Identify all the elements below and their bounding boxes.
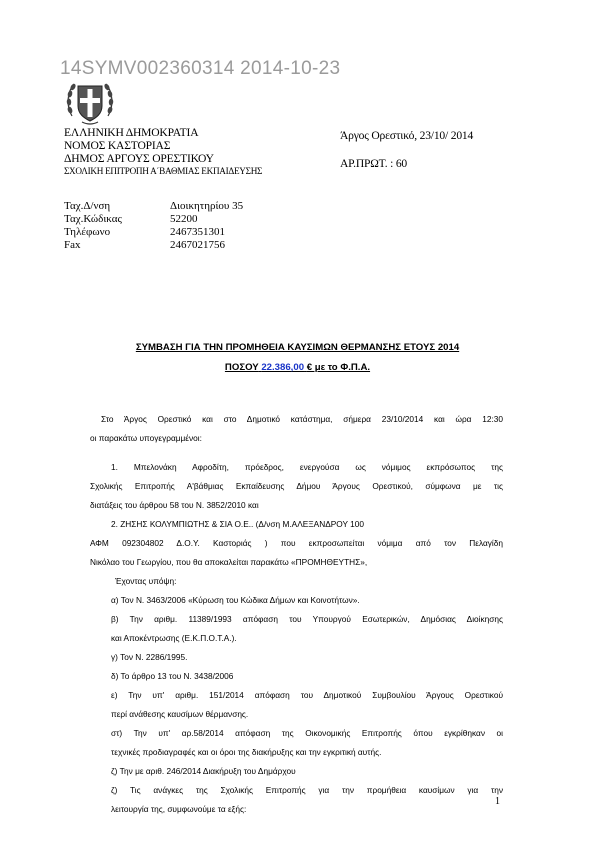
contact-row-phone (64, 226, 243, 239)
body-line: β) Την αριθμ. 11389/1993 απόφαση του Υπουργού Εσωτερικών, Δημόσιας Διοίκησης (111, 614, 503, 624)
place-date: Άργος Ορεστικό, 23/10/ 2014 (340, 129, 474, 142)
body-line: διατάξεις του άρθρου 58 του Ν. 3852/2010 και (90, 500, 259, 510)
contact-block (64, 200, 243, 252)
body-line: 1. Μπελονάκη Αφροδίτη, πρόεδρος, ενεργούσα ως νόμιμος εκπρόσωπος της (111, 462, 503, 472)
contract-amount: 22.386,00 (261, 362, 305, 373)
contact-row-fax (64, 239, 243, 252)
greek-state-emblem-icon (64, 76, 116, 128)
body-line: ζ) Τις ανάγκες της Σχολικής Επιτροπής για την προμήθεια καυσίμων για την (111, 785, 503, 795)
body-line: Νικόλαο του Γεωργίου, που θα αποκαλείται παρακάτω «ΠΡΟΜΗΘΕΥΤΗΣ», (90, 557, 368, 567)
body-line: Έχοντας υπόψη: (115, 576, 177, 586)
header-line-prefecture: ΝΟΜΟΣ ΚΑΣΤΟΡΙΑΣ (64, 139, 171, 152)
contact-label: Τηλέφωνο (64, 226, 111, 238)
header-authority (64, 126, 262, 178)
contract-title: ΣΥΜΒΑΣΗ ΓΙΑ ΤΗΝ ΠΡΟΜΗΘΕΙΑ ΚΑΥΣΙΜΩΝ ΘΕΡΜΑΝΣΗΣ ΕΤΟΥΣ 2014 (135, 342, 460, 353)
protocol-number: ΑΡ.ΠΡΩΤ. : 60 (340, 157, 408, 170)
contact-value: Διοικητηρίου 35 (170, 200, 244, 212)
page-number: 1 (495, 796, 500, 807)
body-line: λειτουργία της, συμφωνούμε τα εξής: (111, 804, 247, 814)
body-line: οι παρακάτω υπογεγραμμένοι: (90, 433, 202, 443)
amount-suffix: € με το Φ.Π.Α. (306, 362, 371, 373)
body-line: και Αποκέντρωσης (Ε.Κ.Π.Ο.Τ.Α.). (111, 633, 237, 643)
body-line: ΑΦΜ 092304802 Δ.Ο.Υ. Καστοριάς ) που εκπροσωπείται νόμιμα από τον Πελαγίδη (90, 538, 503, 548)
contact-row-address (64, 200, 243, 213)
document-id-watermark: 14SYMV002360314 2014-10-23 (60, 58, 341, 79)
contact-value: 52200 (170, 213, 198, 225)
contact-label: Ταχ.Κώδικας (64, 213, 122, 225)
body-line: δ) Το άρθρο 13 του Ν. 3438/2006 (111, 671, 234, 681)
contact-label: Fax (64, 239, 81, 251)
body-line: τεχνικές προδιαγραφές και οι όροι της διακήρυξης και την εγκριτική αυτής. (111, 747, 382, 757)
body-line: Στο Άργος Ορεστικό και στο Δημοτικό κατάστημα, σήμερα 23/10/2014 και ώρα 12:30 (101, 414, 503, 424)
body-line: ε) Την υπ' αριθμ. 151/2014 απόφαση του Δημοτικού Συμβουλίου Άργους Ορεστικού (111, 690, 503, 700)
contact-row-postcode (64, 213, 243, 226)
body-line: περί ανάθεσης καυσίμων θέρμανσης. (111, 709, 249, 719)
body-line: γ) Τον Ν. 2286/1995. (111, 652, 188, 662)
contract-amount-line (0, 362, 595, 373)
contact-label: Ταχ.Δ/νση (64, 200, 111, 212)
contact-value: 2467021756 (170, 239, 225, 251)
contact-value: 2467351301 (170, 226, 225, 238)
body-line: 2. ΖΗΣΗΣ ΚΟΛΥΜΠΙΩΤΗΣ & ΣΙΑ Ο.Ε.. (Δ/νση Μ.ΑΛΕΞΑΝΔΡΟΥ 100 (111, 519, 364, 529)
header-line-committee: ΣΧΟΛΙΚΗ ΕΠΙΤΡΟΠΗ Α΄ΒΑΘΜΙΑΣ ΕΚΠΑΙΔΕΥΣΗΣ (64, 166, 263, 176)
header-line-municipality: ΔΗΜΟΣ ΑΡΓΟΥΣ ΟΡΕΣΤΙΚΟΥ (64, 152, 214, 165)
body-line: στ) Την υπ' αρ.58/2014 απόφαση της Οικονομικής Επιτροπής όπου εγκρίθηκαν οι (111, 728, 503, 738)
body-line: α) Τον Ν. 3463/2006 «Κύρωση του Κώδικα Δήμων και Κοινοτήτων». (111, 595, 360, 605)
header-line-republic: ΕΛΛΗΝΙΚΗ ΔΗΜΟΚΡΑΤΙΑ (64, 126, 199, 139)
amount-prefix: ΠΟΣΟΥ (224, 362, 259, 373)
body-line: ζ) Την με αριθ. 246/2014 Διακήρυξη του Δημάρχου (111, 766, 296, 776)
body-line: Σχολικής Επιτροπής Α'βάθμιας Εκπαίδευσης Δήμου Άργους Ορεστικού, σύμφωνα με τις (90, 481, 503, 491)
